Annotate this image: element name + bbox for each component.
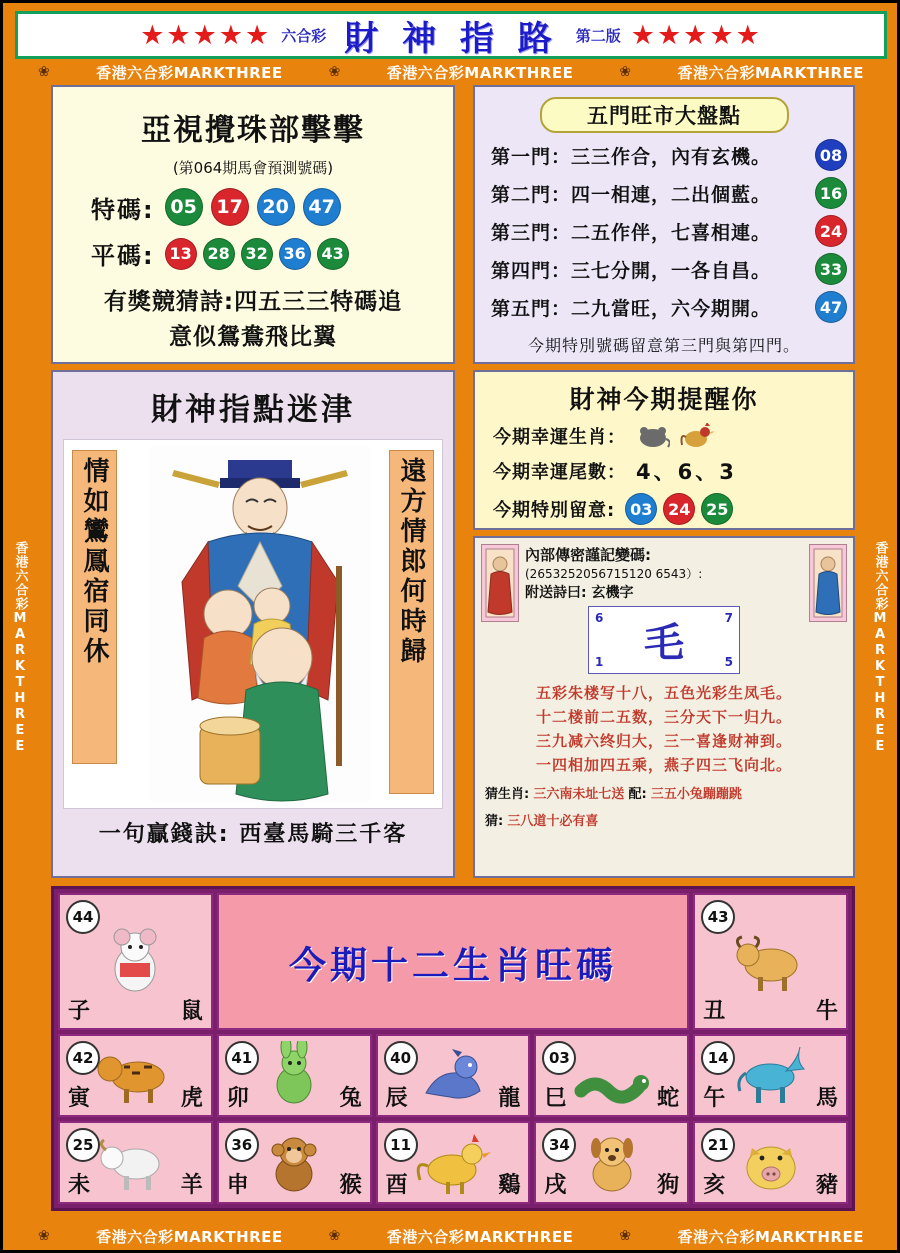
marquee-item: 香港六合彩MARKTHREE (96, 63, 283, 82)
reminder-value: 4、6、3 (636, 460, 737, 484)
guess-row-1 (485, 783, 843, 802)
guess-answer-1a: 三六南未址七送 (533, 787, 625, 802)
god-footer (53, 817, 453, 848)
god-panel (51, 370, 455, 878)
zodiac-cell-rooster[interactable] (376, 1121, 531, 1204)
verse-line: 一四相加四五乘，燕子四三飞向北。 (535, 756, 792, 774)
dragon-icon (408, 1041, 498, 1111)
rabbit-icon (249, 1041, 339, 1111)
door-god-icon (813, 548, 843, 618)
number-ball: 03 (625, 493, 657, 525)
zodiac-number: 41 (225, 1041, 259, 1075)
number-ball: 05 (165, 188, 203, 226)
caishen-figure-icon (150, 446, 370, 802)
zodiac-grid-panel (51, 886, 855, 1211)
poem-line-2: 意似鴛鴦飛比翼 (169, 324, 337, 350)
normal-numbers-row (53, 236, 453, 271)
guess-label-2: 猜: (485, 814, 504, 829)
guess-answer-1b: 三五小兔蹦蹦跳 (650, 787, 742, 802)
zodiac-cell-monkey[interactable] (217, 1121, 372, 1204)
special-numbers-row (53, 188, 453, 226)
glyph-corner-bl: 1 (595, 655, 604, 669)
door-god-icon (485, 548, 515, 618)
reminder-row-special (493, 493, 853, 525)
zodiac-animal: 馬 (815, 1086, 838, 1111)
clover-icon: ❀ (328, 64, 341, 80)
gate-number-ball: 24 (815, 215, 847, 247)
special-label: 特碼: (91, 195, 155, 224)
content-board (37, 81, 869, 1217)
glyph-corner-tl: 6 (595, 611, 604, 625)
zodiac-animal: 牛 (815, 999, 838, 1024)
number-ball: 47 (303, 188, 341, 226)
zodiac-branch: 未 (68, 1173, 91, 1198)
zodiac-cell-horse[interactable] (693, 1034, 848, 1117)
tiger-icon (90, 1041, 180, 1111)
monkey-icon (249, 1128, 339, 1198)
gate-text: 第一門：三三作合，內有玄機。 (491, 145, 772, 168)
zodiac-animal: 龍 (498, 1086, 521, 1111)
zodiac-branch: 卯 (226, 1086, 249, 1111)
zodiac-branch: 辰 (385, 1086, 408, 1111)
zodiac-number: 25 (66, 1128, 100, 1162)
gate-number-ball: 08 (815, 139, 847, 171)
clover-icon: ❀ (328, 1228, 341, 1244)
zodiac-number: 11 (384, 1128, 418, 1162)
zodiac-branch: 申 (226, 1173, 249, 1198)
secret-line-3: 附送詩曰: 玄機字 (525, 585, 634, 601)
gate-row (491, 291, 853, 323)
side-rail-right: 香港六合彩MARKTHREE (872, 541, 888, 755)
reminder-special-label: 今期特別留意: (493, 500, 616, 521)
number-ball: 32 (241, 238, 273, 270)
zodiac-branch: 巳 (544, 1086, 567, 1111)
poem-text-1: 四五三三特碼追 (234, 289, 403, 315)
ox-icon (726, 927, 816, 997)
mouse-icon (90, 927, 180, 997)
number-ball: 36 (279, 238, 311, 270)
poem-block (53, 283, 453, 351)
god-title: 財神指點迷津 (151, 392, 355, 428)
zodiac-branch: 寅 (68, 1086, 91, 1111)
god-footer-label: 一句贏錢訣: (98, 822, 230, 847)
reminder-title: 財神今期提醒你 (569, 385, 759, 414)
zodiac-cell-rabbit[interactable] (217, 1034, 372, 1117)
zodiac-number: 14 (701, 1041, 735, 1075)
horse-icon (726, 1041, 816, 1111)
number-ball: 25 (701, 493, 733, 525)
secret-code-panel (473, 536, 855, 878)
clover-icon: ❀ (619, 64, 632, 80)
left-verse: 情如鸞鳳宿同休 (72, 450, 117, 764)
poem-line-1 (67, 283, 439, 316)
secret-text-block (519, 544, 809, 674)
gate-number-ball: 33 (815, 253, 847, 285)
zodiac-number: 42 (66, 1041, 100, 1075)
zodiac-cell-snake[interactable] (534, 1034, 689, 1117)
gate-row (491, 177, 853, 209)
secret-verses (489, 682, 839, 775)
marquee-item: 香港六合彩MARKTHREE (96, 1227, 283, 1246)
zodiac-animal: 蛇 (657, 1086, 680, 1111)
page-title: 財 神 指 路 (344, 18, 558, 59)
zodiac-cell-tiger[interactable] (58, 1034, 213, 1117)
right-verse: 遠方情郎何時歸 (389, 450, 434, 794)
gate-row (491, 253, 853, 285)
rooster-icon (408, 1128, 498, 1198)
zodiac-cell-pig[interactable] (693, 1121, 848, 1204)
gate-row (491, 139, 853, 171)
mystery-glyph: 毛 (644, 620, 684, 666)
zodiac-number: 40 (384, 1041, 418, 1075)
gate-text: 第四門：三七分開，一各自昌。 (491, 259, 772, 282)
goat-icon (90, 1128, 180, 1198)
reminder-panel (473, 370, 855, 530)
clover-icon: ❀ (37, 1228, 51, 1244)
page-banner (15, 11, 887, 59)
side-rail-left: 香港六合彩MARKTHREE (12, 541, 28, 755)
zodiac-branch: 戌 (544, 1173, 567, 1198)
gate-number-ball: 16 (815, 177, 847, 209)
marquee-item: 香港六合彩MARKTHREE (677, 63, 864, 82)
zodiac-branch: 亥 (703, 1173, 726, 1198)
reminder-row-zodiac (493, 423, 853, 449)
zodiac-animal: 羊 (180, 1173, 203, 1198)
zodiac-cell-dragon[interactable] (376, 1034, 531, 1117)
guess-answer-2: 三八道十必有喜 (507, 814, 599, 829)
reminder-label: 今期幸運生肖： (493, 427, 626, 448)
stars-right: ★★★★★ (630, 19, 762, 51)
snake-icon (567, 1041, 657, 1111)
dog-icon (567, 1128, 657, 1198)
door-god-card-right (809, 544, 847, 622)
secret-header (475, 538, 853, 674)
prediction-subtitle: (第064期馬會預測號碼) (172, 159, 334, 177)
zodiac-number: 03 (542, 1041, 576, 1075)
poem-label: 有獎競猜詩: (103, 289, 235, 315)
zodiac-number: 36 (225, 1128, 259, 1162)
gate-row (491, 215, 853, 247)
zodiac-header (217, 893, 689, 1030)
gate-text: 第三門：二五作伴，七喜相連。 (491, 221, 772, 244)
clover-icon: ❀ (619, 1228, 632, 1244)
zodiac-animal: 鷄 (498, 1173, 521, 1198)
glyph-corner-tr: 7 (724, 611, 733, 625)
secret-line-2: (2653252056715120 6543）: (525, 567, 703, 581)
zodiac-branch: 丑 (703, 999, 726, 1024)
number-ball: 13 (165, 238, 197, 270)
glyph-corner-br: 5 (724, 655, 733, 669)
number-ball: 28 (203, 238, 235, 270)
banner-edition: 第二版 (575, 26, 621, 45)
zodiac-animal: 鼠 (180, 999, 203, 1024)
number-ball: 17 (211, 188, 249, 226)
zodiac-animal: 兔 (339, 1086, 362, 1111)
zodiac-animal: 豬 (815, 1173, 838, 1198)
zodiac-cell-goat[interactable] (58, 1121, 213, 1204)
number-ball: 24 (663, 493, 695, 525)
zodiac-animal: 虎 (180, 1086, 203, 1111)
verse-line: 三九减六终归大，三一喜逢财神到。 (535, 732, 792, 750)
mouse-icon (636, 423, 670, 449)
zodiac-animal: 猴 (339, 1173, 362, 1198)
reminder-label: 今期幸運尾數： (493, 462, 626, 483)
banner-subtitle: 六合彩 (281, 26, 327, 45)
zodiac-branch: 酉 (385, 1173, 408, 1198)
zodiac-cell-rat[interactable] (58, 893, 213, 1030)
marquee-bottom (15, 1225, 887, 1247)
zodiac-grid (58, 893, 848, 1204)
number-ball: 20 (257, 188, 295, 226)
secret-line-1: 內部傳密謹記變碼: (525, 546, 651, 564)
door-god-card-left (481, 544, 519, 622)
marquee-top (15, 61, 887, 83)
gate-number-ball: 47 (815, 291, 847, 323)
verse-line: 十二楼前二五数，三分天下一归九。 (535, 708, 792, 726)
zodiac-number: 21 (701, 1128, 735, 1162)
zodiac-branch: 子 (68, 999, 91, 1024)
marquee-item: 香港六合彩MARKTHREE (386, 1227, 574, 1246)
normal-label: 平碼: (91, 242, 155, 270)
marquee-item: 香港六合彩MARKTHREE (386, 63, 574, 82)
zodiac-number: 44 (66, 900, 100, 934)
rooster-icon (680, 423, 714, 449)
god-footer-text: 西臺馬騎三千客 (239, 822, 408, 847)
guess-label-1: 猜生肖: (485, 787, 530, 802)
zodiac-cell-ox[interactable] (693, 893, 848, 1030)
zodiac-branch: 午 (703, 1086, 726, 1111)
stars-left: ★★★★★ (140, 19, 272, 51)
guess-pair-label: 配: (628, 787, 647, 802)
zodiac-number: 43 (701, 900, 735, 934)
reminder-row-tails (493, 456, 853, 486)
zodiac-animal: 狗 (657, 1173, 680, 1198)
clover-icon: ❀ (37, 64, 51, 80)
zodiac-cell-dog[interactable] (534, 1121, 689, 1204)
marquee-item: 香港六合彩MARKTHREE (677, 1227, 864, 1246)
verse-line: 五彩朱楼写十八，五色光彩生凤毛。 (535, 684, 792, 702)
prediction-title: 亞視攪珠部擊擊 (141, 113, 365, 148)
mystery-glyph-box (588, 606, 740, 674)
pig-icon (726, 1128, 816, 1198)
gates-title: 五門旺市大盤點 (540, 97, 789, 133)
god-illustration (63, 439, 443, 809)
five-gates-panel (473, 85, 855, 364)
zodiac-header-text: 今期十二生肖旺碼 (288, 943, 617, 987)
zodiac-number: 34 (542, 1128, 576, 1162)
gate-text: 第二門：四一相連，二出個藍。 (491, 183, 772, 206)
number-ball: 43 (317, 238, 349, 270)
guess-row-2 (485, 810, 843, 829)
gates-note: 今期特別號碼留意第三門與第四門。 (527, 336, 800, 355)
gate-text: 第五門：二九當旺，六今期開。 (491, 297, 772, 320)
prediction-panel (51, 85, 455, 364)
